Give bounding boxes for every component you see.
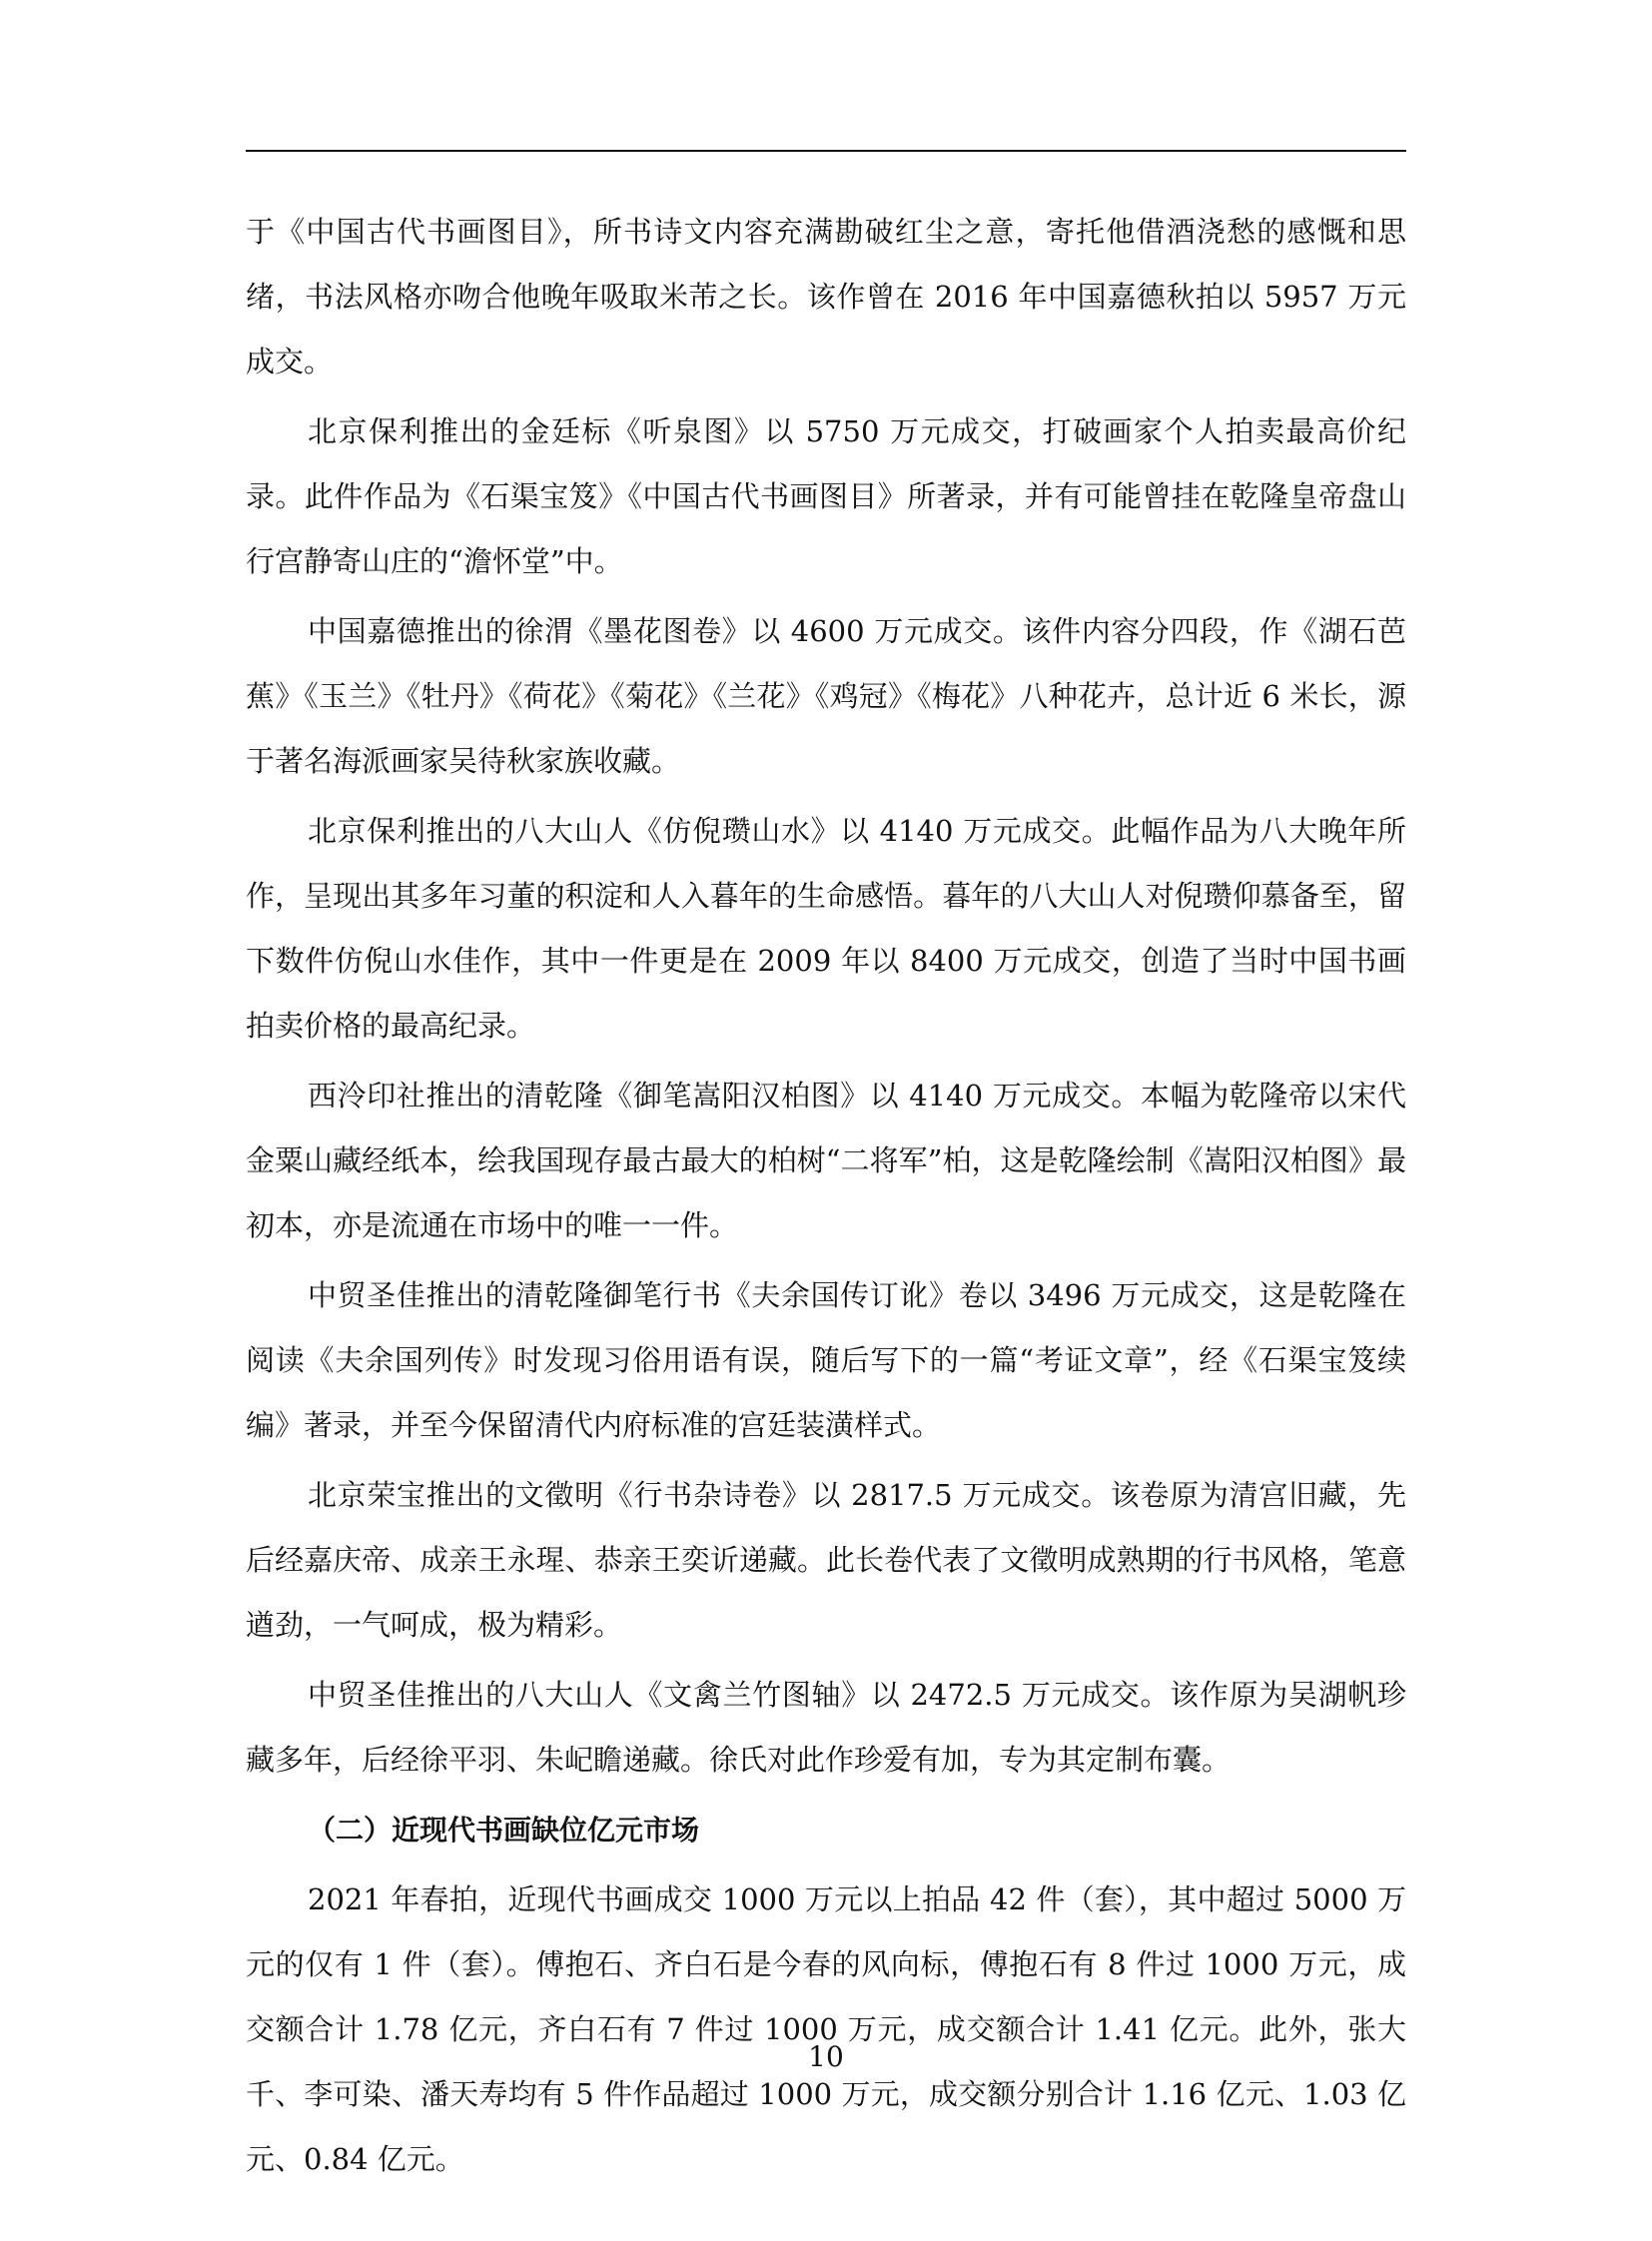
page-number: 10 (808, 2040, 844, 2073)
paragraph-modern-market: 2021 年春拍，近现代书画成交 1000 万元以上拍品 42 件（套），其中超过 5000 万元的仅有 1 件（套）。傅抱石、齐白石是今春的风向标，傅抱石有 8 件过 1000 万元，成交额合计 1.78 亿元，齐白石有 7 件过 1000 万元，成交额合计 1.41 亿元。此外，张大千、李可染、潘天寿均有 5 件作品超过 1000 万元，成交额分别合计 1.16 亿元、1.03 亿元、0.84 亿元。 (246, 1882, 1406, 2176)
header-rule (246, 150, 1406, 152)
paragraph-continued: 于《中国古代书画图目》，所书诗文内容充满勘破红尘之意，寄托他借酒浇愁的感慨和思绪，书法风格亦吻合他晚年吸取米芾之长。该作曾在 2016 年中国嘉德秋拍以 5957 万元成交。 (246, 215, 1406, 378)
body-text (246, 200, 1406, 2197)
paragraph-mo-hua-tu-juan: 中国嘉德推出的徐渭《墨花图卷》以 4600 万元成交。该件内容分四段，作《湖石芭蕉》《玉兰》《牡丹》《荷花》《菊花》《兰花》《鸡冠》《梅花》八种花卉，总计近 6 米长，源于著名海派画家吴待秋家族收藏。 (246, 614, 1406, 778)
paragraph-xing-shu-za-shi-juan: 北京荣宝推出的文徵明《行书杂诗卷》以 2817.5 万元成交。该卷原为清宫旧藏，先后经嘉庆帝、成亲王永瑆、恭亲王奕䜣递藏。此长卷代表了文徵明成熟期的行书风格，笔意遒劲，一气呵成，极为精彩。 (246, 1478, 1406, 1642)
section-heading: （二）近现代书画缺位亿元市场 (308, 1814, 700, 1847)
paragraph-fang-ni-zan-shan-shui: 北京保利推出的八大山人《仿倪瓒山水》以 4140 万元成交。此幅作品为八大晚年所作，呈现出其多年习董的积淀和人入暮年的生命感悟。暮年的八大山人对倪瓒仰慕备至，留下数件仿倪山水佳作，其中一件更是在 2009 年以 8400 万元成交，创造了当时中国书画拍卖价格的最高纪录。 (246, 814, 1406, 1043)
paragraph-fu-yu-guo-zhuan: 中贸圣佳推出的清乾隆御笔行书《夫余国传订讹》卷以 3496 万元成交，这是乾隆在阅读《夫余国列传》时发现习俗用语有误，随后写下的一篇“考证文章”，经《石渠宝笈续编》著录，并至今保留清代内府标准的宫廷装潢样式。 (246, 1278, 1406, 1442)
paragraph-ting-quan-tu: 北京保利推出的金廷标《听泉图》以 5750 万元成交，打破画家个人拍卖最高价纪录。此件作品为《石渠宝笈》《中国古代书画图目》所著录，并有可能曾挂在乾隆皇帝盘山行宫静寄山庄的“澹怀堂”中。 (246, 414, 1406, 578)
paragraph-song-yang-han-bai-tu: 西泠印社推出的清乾隆《御笔嵩阳汉柏图》以 4140 万元成交。本幅为乾隆帝以宋代金粟山藏经纸本，绘我国现存最古最大的柏树“二将军”柏，这是乾隆绘制《嵩阳汉柏图》最初本，亦是流通在市场中的唯一一件。 (246, 1079, 1406, 1242)
paragraph-wen-qin-lan-zhu-tu: 中贸圣佳推出的八大山人《文禽兰竹图轴》以 2472.5 万元成交。该作原为吴湖帆珍藏多年，后经徐平羽、朱屺瞻递藏。徐氏对此作珍爱有加，专为其定制布囊。 (246, 1678, 1406, 1777)
